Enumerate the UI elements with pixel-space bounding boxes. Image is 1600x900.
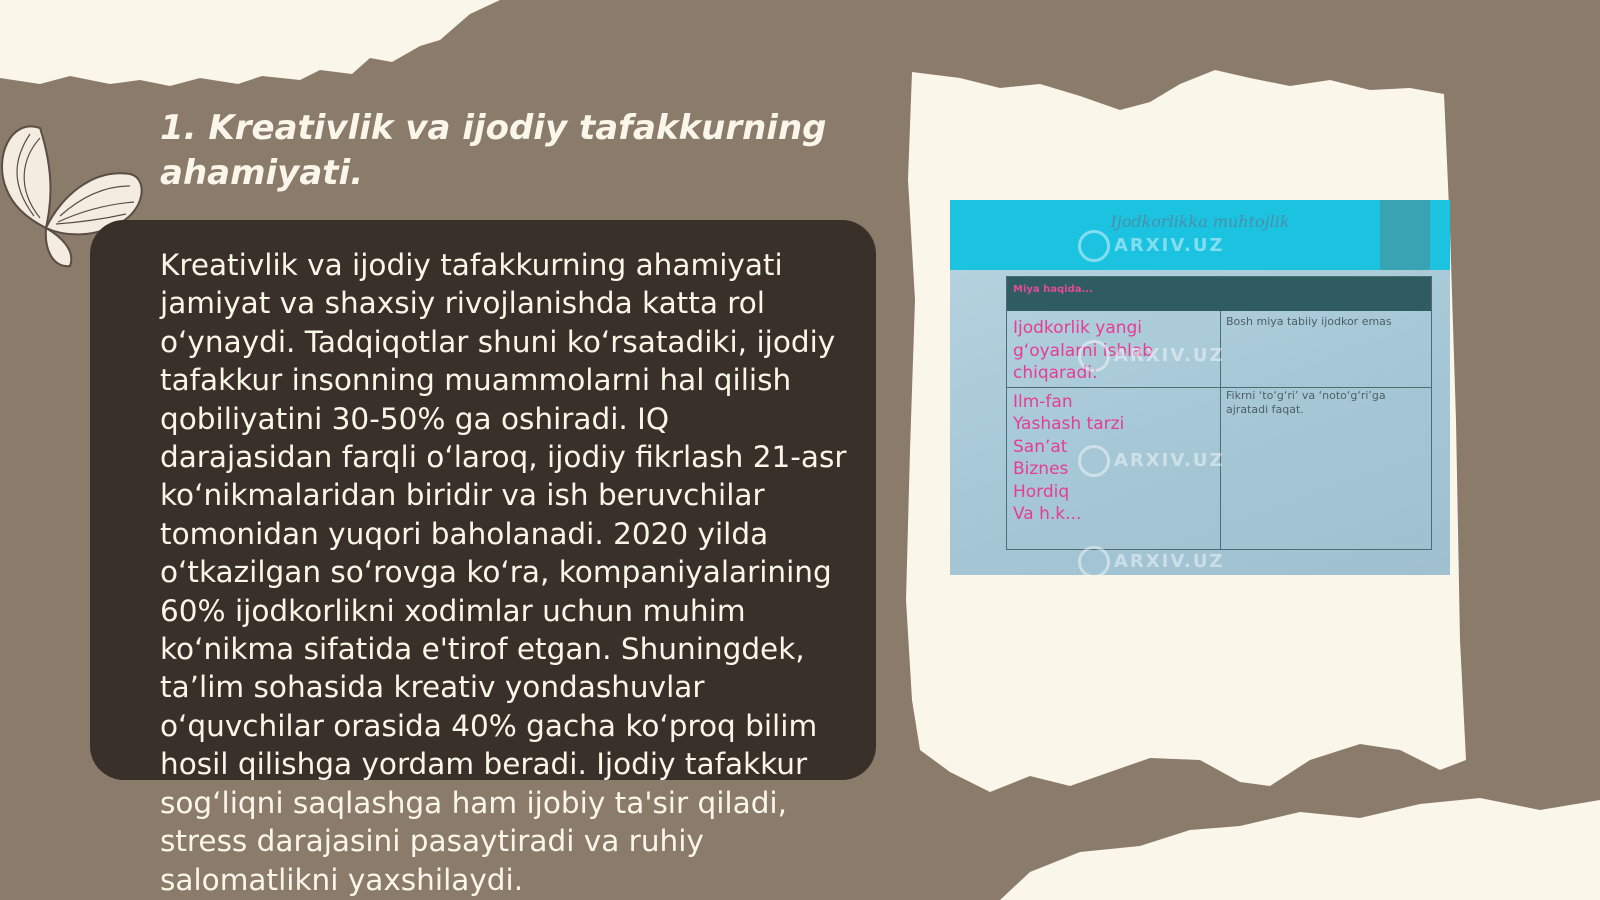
- watermark: ARXIV.UZ: [1078, 340, 1224, 372]
- slide-title: 1. Kreativlik va ijodiy tafakkurning ahamiyati.: [160, 108, 827, 193]
- table-cell-row1-left: Ijodkorlik yangi g‘oyalarni ishlab chiqaradi:: [1013, 318, 1154, 383]
- list-item: San’at: [1013, 436, 1068, 457]
- list-item: Yashash tarzi: [1013, 414, 1125, 435]
- embedded-title: Ijodkorlikka muhtojlik: [1110, 212, 1290, 231]
- watermark-logo-icon: [1078, 340, 1110, 372]
- table-cell-row2-right: Fikrni ‘to‘g‘ri’ va ‘noto‘g‘ri’ga ajratadi faqat.: [1226, 389, 1386, 416]
- watermark: ARXIV.UZ: [1078, 445, 1224, 477]
- watermark: ARXIV.UZ: [1078, 546, 1224, 575]
- watermark: ARXIV.UZ: [1078, 230, 1224, 262]
- watermark-logo-icon: [1078, 546, 1110, 575]
- list-item: Hordiq: [1013, 481, 1070, 502]
- embedded-table-header-label: Miya haqida...: [1013, 284, 1093, 295]
- embedded-table-header: [1007, 277, 1431, 311]
- list-item: Ilm-fan: [1013, 392, 1073, 412]
- list-item: Biznes: [1013, 459, 1069, 480]
- watermark-logo-icon: [1078, 445, 1110, 477]
- slide-body-text: Kreativlik va ijodiy tafakkurning ahamiyati jamiyat va shaxsiy rivojlanishda katta rol o‘ynaydi. Tadqiqotlar shuni ko‘rsatadiki, ijodiy tafakkur insonning muammolarni hal qilish qobiliyatini 30-50% ga oshiradi. IQ darajasidan farqli o‘laroq, ijodiy fikrlash 21-asr ko‘nikmalaridan biridir va ish beruvchilar tomonidan yuqori baholanadi. 2020 yilda o‘tkazilgan so‘rovga ko‘ra, kompaniyalarining 60% ijodkorlikni xodimlar uchun muhim ko‘nikma sifatida e'tirof etgan. Shuningdek, ta’lim sohasida kreativ yondashuvlar o‘quvchilar orasida 40% gacha ko‘proq bilim hosil qilishga yordam beradi. Ijodiy tafakkur sog‘liqni saqlashga ham ijobiy ta'sir qiladi, stress darajasini pasaytiradi va ruhiy salomatlikni yaxshilaydi.: [160, 248, 847, 897]
- list-item: Va h.k...: [1013, 504, 1082, 525]
- embedded-table: [1006, 276, 1432, 550]
- table-divider-horizontal: [1007, 387, 1431, 388]
- embedded-header-accent: [1380, 200, 1430, 270]
- watermark-logo-icon: [1078, 230, 1110, 262]
- table-cell-row1-right: Bosh miya tabiiy ijodkor emas: [1226, 315, 1392, 328]
- embedded-slide-image: [950, 200, 1450, 575]
